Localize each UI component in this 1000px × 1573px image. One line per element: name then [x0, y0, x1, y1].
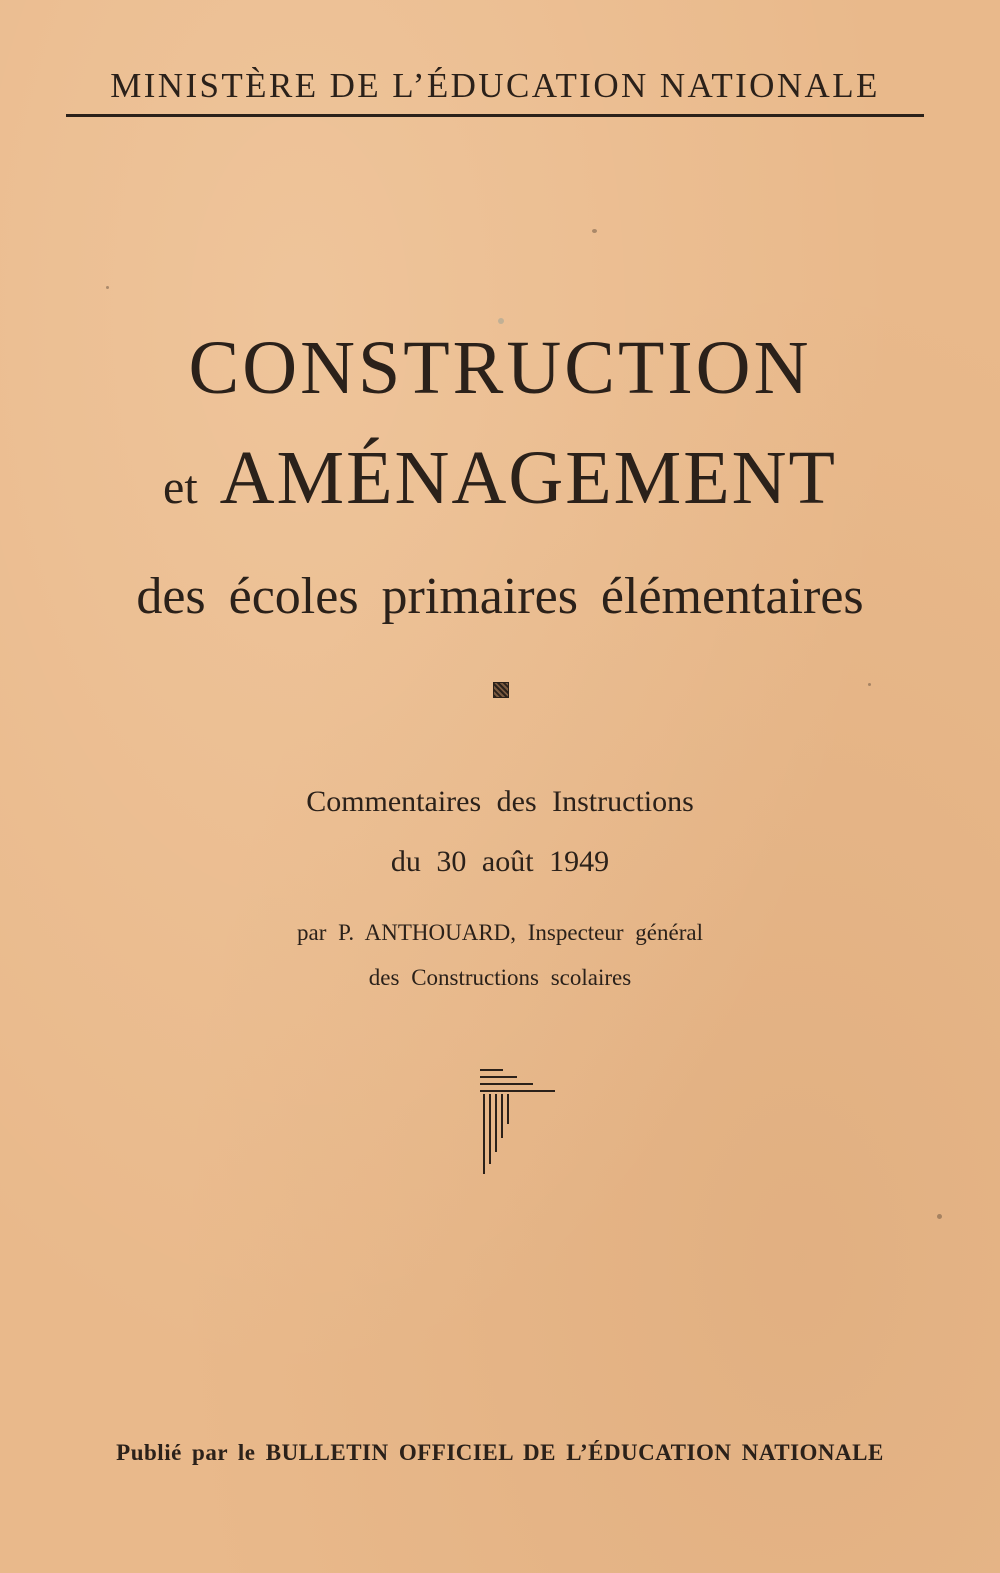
paper-speck — [106, 286, 109, 289]
paper-speck — [868, 683, 871, 686]
paper-speck — [592, 229, 597, 233]
title-line-2 — [0, 435, 1000, 522]
paper-speck — [937, 1214, 942, 1219]
title-main-word: AMÉNAGEMENT — [219, 436, 837, 520]
publisher-emblem-icon — [475, 1064, 565, 1179]
author-line-1: par P. ANTHOUARD, Inspecteur général — [297, 920, 703, 945]
title-line-1: CONSTRUCTION — [188, 326, 812, 410]
publisher-line: Publié par le BULLETIN OFFICIEL DE L’ÉDUCATION NATIONALE — [116, 1440, 884, 1465]
commentary-line-1: Commentaires des Instructions — [306, 785, 694, 818]
title-conjunction: et — [163, 461, 198, 514]
paper-speck — [498, 318, 504, 324]
commentary-line-2: du 30 août 1949 — [390, 845, 610, 878]
subtitle: des écoles primaires élémentaires — [136, 568, 864, 625]
header-divider — [66, 114, 924, 117]
square-ornament-icon — [493, 682, 509, 698]
author-line-2: des Constructions scolaires — [368, 965, 632, 990]
ministry-header: MINISTÈRE DE L’ÉDUCATION NATIONALE — [110, 66, 880, 105]
